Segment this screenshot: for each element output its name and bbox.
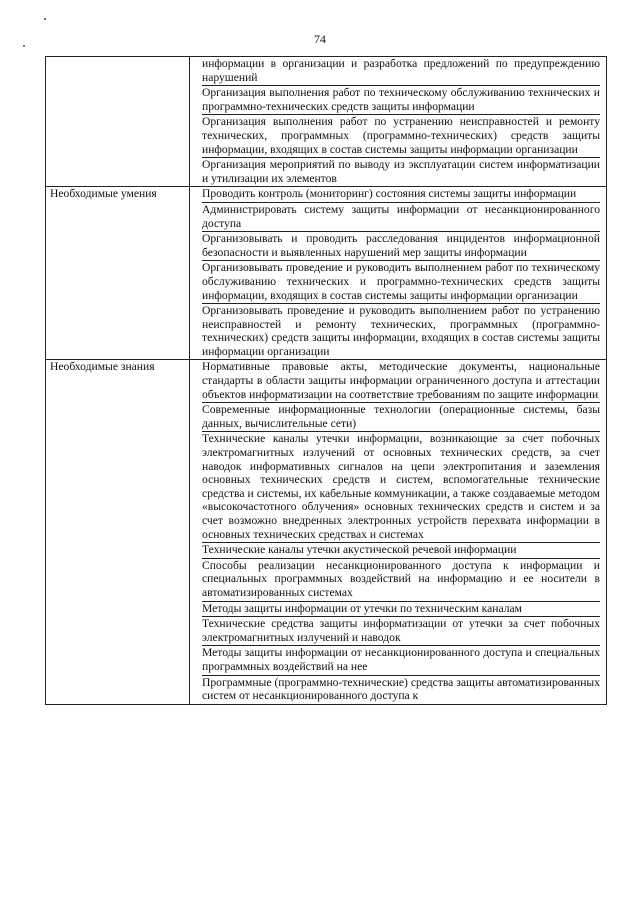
list-item: информации в организации и разработка предложений по предупреждению нарушений <box>202 57 600 84</box>
row-items <box>190 360 607 704</box>
list-item: Администрировать систему защиты информации от несанкционированного доступа <box>202 202 600 230</box>
list-item: Организовывать и проводить расследования инцидентов информационной безопасности и выявленных нарушений мер защиты информации <box>202 232 600 259</box>
row-items <box>190 187 607 360</box>
row-label: Необходимые умения <box>46 187 190 360</box>
list-item: Методы защиты информации от утечки по техническим каналам <box>202 601 600 617</box>
list-item: Технические каналы утечки информации, возникающие за счет побочных электромагнитных излучений от основных технических средств, за счет наводок информативных сигналов на цепи электропитания и заземления основных технических средств и систем, вспомогательные технические средства и системы, их кабельные коммуникации, а также создаваемые методом «высокочастотного облучения» основных технических средств и систем и за счет возможно внедренных электронных устройств перехвата информации в основных технических средствах и системах <box>202 432 600 541</box>
list-item: Организация мероприятий по выводу из эксплуатации систем информатизации и утилизации их элементов <box>202 158 600 185</box>
list-item: Нормативные правовые акты, методические документы, национальные стандарты в области защиты информации ограниченного доступа и аттестации объектов информатизации на соответствие требованиям по защите информации <box>202 360 600 401</box>
list-item: Технические средства защиты информатизации от утечки за счет побочных электромагнитных излучений и наводок <box>202 617 600 644</box>
list-item: Современные информационные технологии (операционные системы, базы данных, вычислительные сети) <box>202 403 600 430</box>
table-row <box>46 187 607 360</box>
page-number: 74 <box>314 32 326 46</box>
list-item: Способы реализации несанкционированного доступа к информации и специальных программных воздействий на информацию и ее носители в автоматизированных системах <box>202 558 600 599</box>
table-row <box>46 57 607 187</box>
list-item: Методы защиты информации от несанкционированного доступа и специальных программных воздействий на нее <box>202 646 600 673</box>
list-item: Технические каналы утечки акустической речевой информации <box>202 542 600 558</box>
list-item: Организация выполнения работ по устранению неисправностей и ремонту технических, программных (программно-технических) средств защиты информации, входящих в состав системы защиты информации организации <box>202 115 600 156</box>
row-items <box>190 57 607 187</box>
list-item: Программные (программно-технические) средства защиты автоматизированных систем от несанкционированного доступа к <box>202 675 600 703</box>
scan-speck <box>44 18 46 20</box>
list-item: Организовывать проведение и руководить выполнением работ по техническому обслуживанию технических и программно-технических средств защиты информации, входящих в состав системы защиты информации организации <box>202 261 600 302</box>
list-item: Организовывать проведение и руководить выполнением работ по устранению неисправностей и ремонту технических, программных (программно-технических) средств защиты информации, входящих в состав системы защиты информации организации <box>202 304 600 358</box>
row-label <box>46 57 190 187</box>
list-item: Организация выполнения работ по техническому обслуживанию технических и программно-технических средств защиты информации <box>202 86 600 113</box>
requirements-table <box>45 56 607 705</box>
row-label: Необходимые знания <box>46 360 190 704</box>
table-row <box>46 360 607 704</box>
list-item: Проводить контроль (мониторинг) состояния системы защиты информации <box>202 187 577 201</box>
